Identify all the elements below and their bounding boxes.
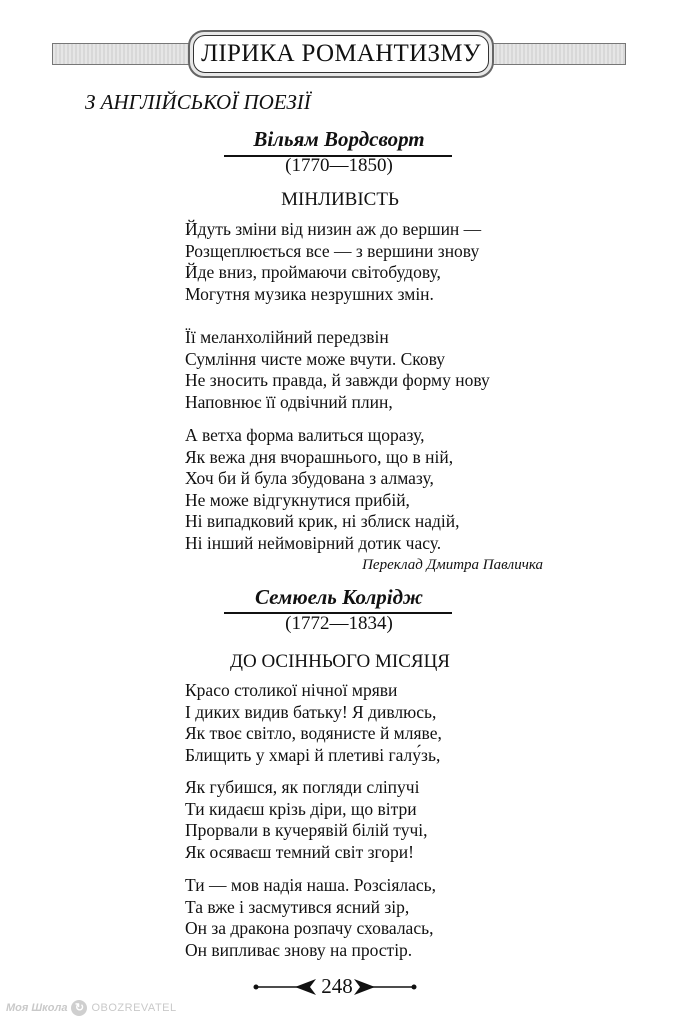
poem-line: Прорвали в кучерявій білій тучі, [185, 820, 428, 841]
poem-line: Та вже і засмутився ясний зір, [185, 896, 410, 917]
poem-line: Не може відгукнутися прибій, [185, 489, 410, 510]
stanza [185, 777, 428, 863]
poem-line: Ні випадковий крик, ні зблиск надій, [185, 511, 460, 532]
poem-title: ДО ОСІННЬОГО МІСЯЦЯ [230, 651, 450, 672]
poem-line: Он за дракона розпачу сховалась, [185, 918, 434, 939]
stanza [185, 219, 481, 305]
poem-line: Як вежа дня вчорашнього, що в ній, [185, 446, 454, 467]
stanza [185, 425, 460, 555]
poem-line: Як твоє світло, водянисте й мляве, [185, 723, 442, 744]
poem-line: Блищить у хмарі й плетиві галу́зь, [185, 744, 441, 765]
poem-line: І диких видив батьку! Я дивлюсь, [185, 701, 437, 722]
poem-line: Її меланхолійний передзвін [185, 327, 389, 347]
poem-line: Ти — мов надія наша. Розсіялась, [185, 875, 437, 895]
poem-line: Ні інший неймовірний дотик часу. [185, 532, 442, 553]
poem-dates: (1772—1834) [285, 613, 393, 634]
poem-line: Он випливає знову на простір. [185, 939, 413, 960]
poem-line: Йде вниз, проймаючи світобудову, [185, 262, 441, 283]
watermark [6, 1000, 177, 1016]
poem-line: Красо столикої нічної мряви [185, 680, 398, 700]
section-heading: З АНГЛІЙСЬКОЇ ПОЕЗІЇ [85, 90, 311, 114]
poem-title: МІНЛИВІСТЬ [281, 189, 399, 210]
header-title-frame [188, 30, 494, 78]
poem-line: Йдуть зміни від низин аж до вершин — [185, 219, 482, 239]
poem-line: Як осяваєш темний світ згори! [185, 841, 414, 862]
poem-author: Семюель Колрідж [254, 585, 424, 609]
poem-line: Розщеплюється все — з вершини знову [185, 240, 480, 261]
poem-line: Наповнює її одвічний плин, [185, 391, 393, 412]
poem-line: Сумління чисте може вчути. Скову [185, 348, 446, 369]
page-number: 248 [321, 974, 353, 998]
translator-credit: Переклад Дмитра Павличка [362, 557, 543, 573]
poem-dates: (1770—1850) [285, 155, 393, 176]
poem-line: Могутня музика незрушних змін. [185, 283, 434, 304]
poem-author: Вільям Вордсворт [253, 127, 425, 151]
watermark-brand: OBOZREVATEL [91, 1002, 177, 1014]
stanza [185, 875, 436, 961]
poem-line: Ти кидаєш крізь діри, що вітри [185, 798, 417, 819]
poem-line: Хоч би й була збудована з алмазу, [185, 468, 434, 489]
stanza [185, 680, 442, 766]
poem-line: А ветха форма валиться щоразу, [185, 425, 425, 445]
watermark-school: Моя Школа [6, 1002, 68, 1014]
watermark-logo-icon: ↻ [71, 1000, 87, 1016]
stanza [185, 327, 490, 413]
poem-line: Як губишся, як погляди сліпучі [185, 777, 420, 797]
header-title: ЛІРИКА РОМАНТИЗМУ [193, 35, 489, 73]
poem-line: Не зносить правда, й завжди форму нову [185, 370, 490, 391]
